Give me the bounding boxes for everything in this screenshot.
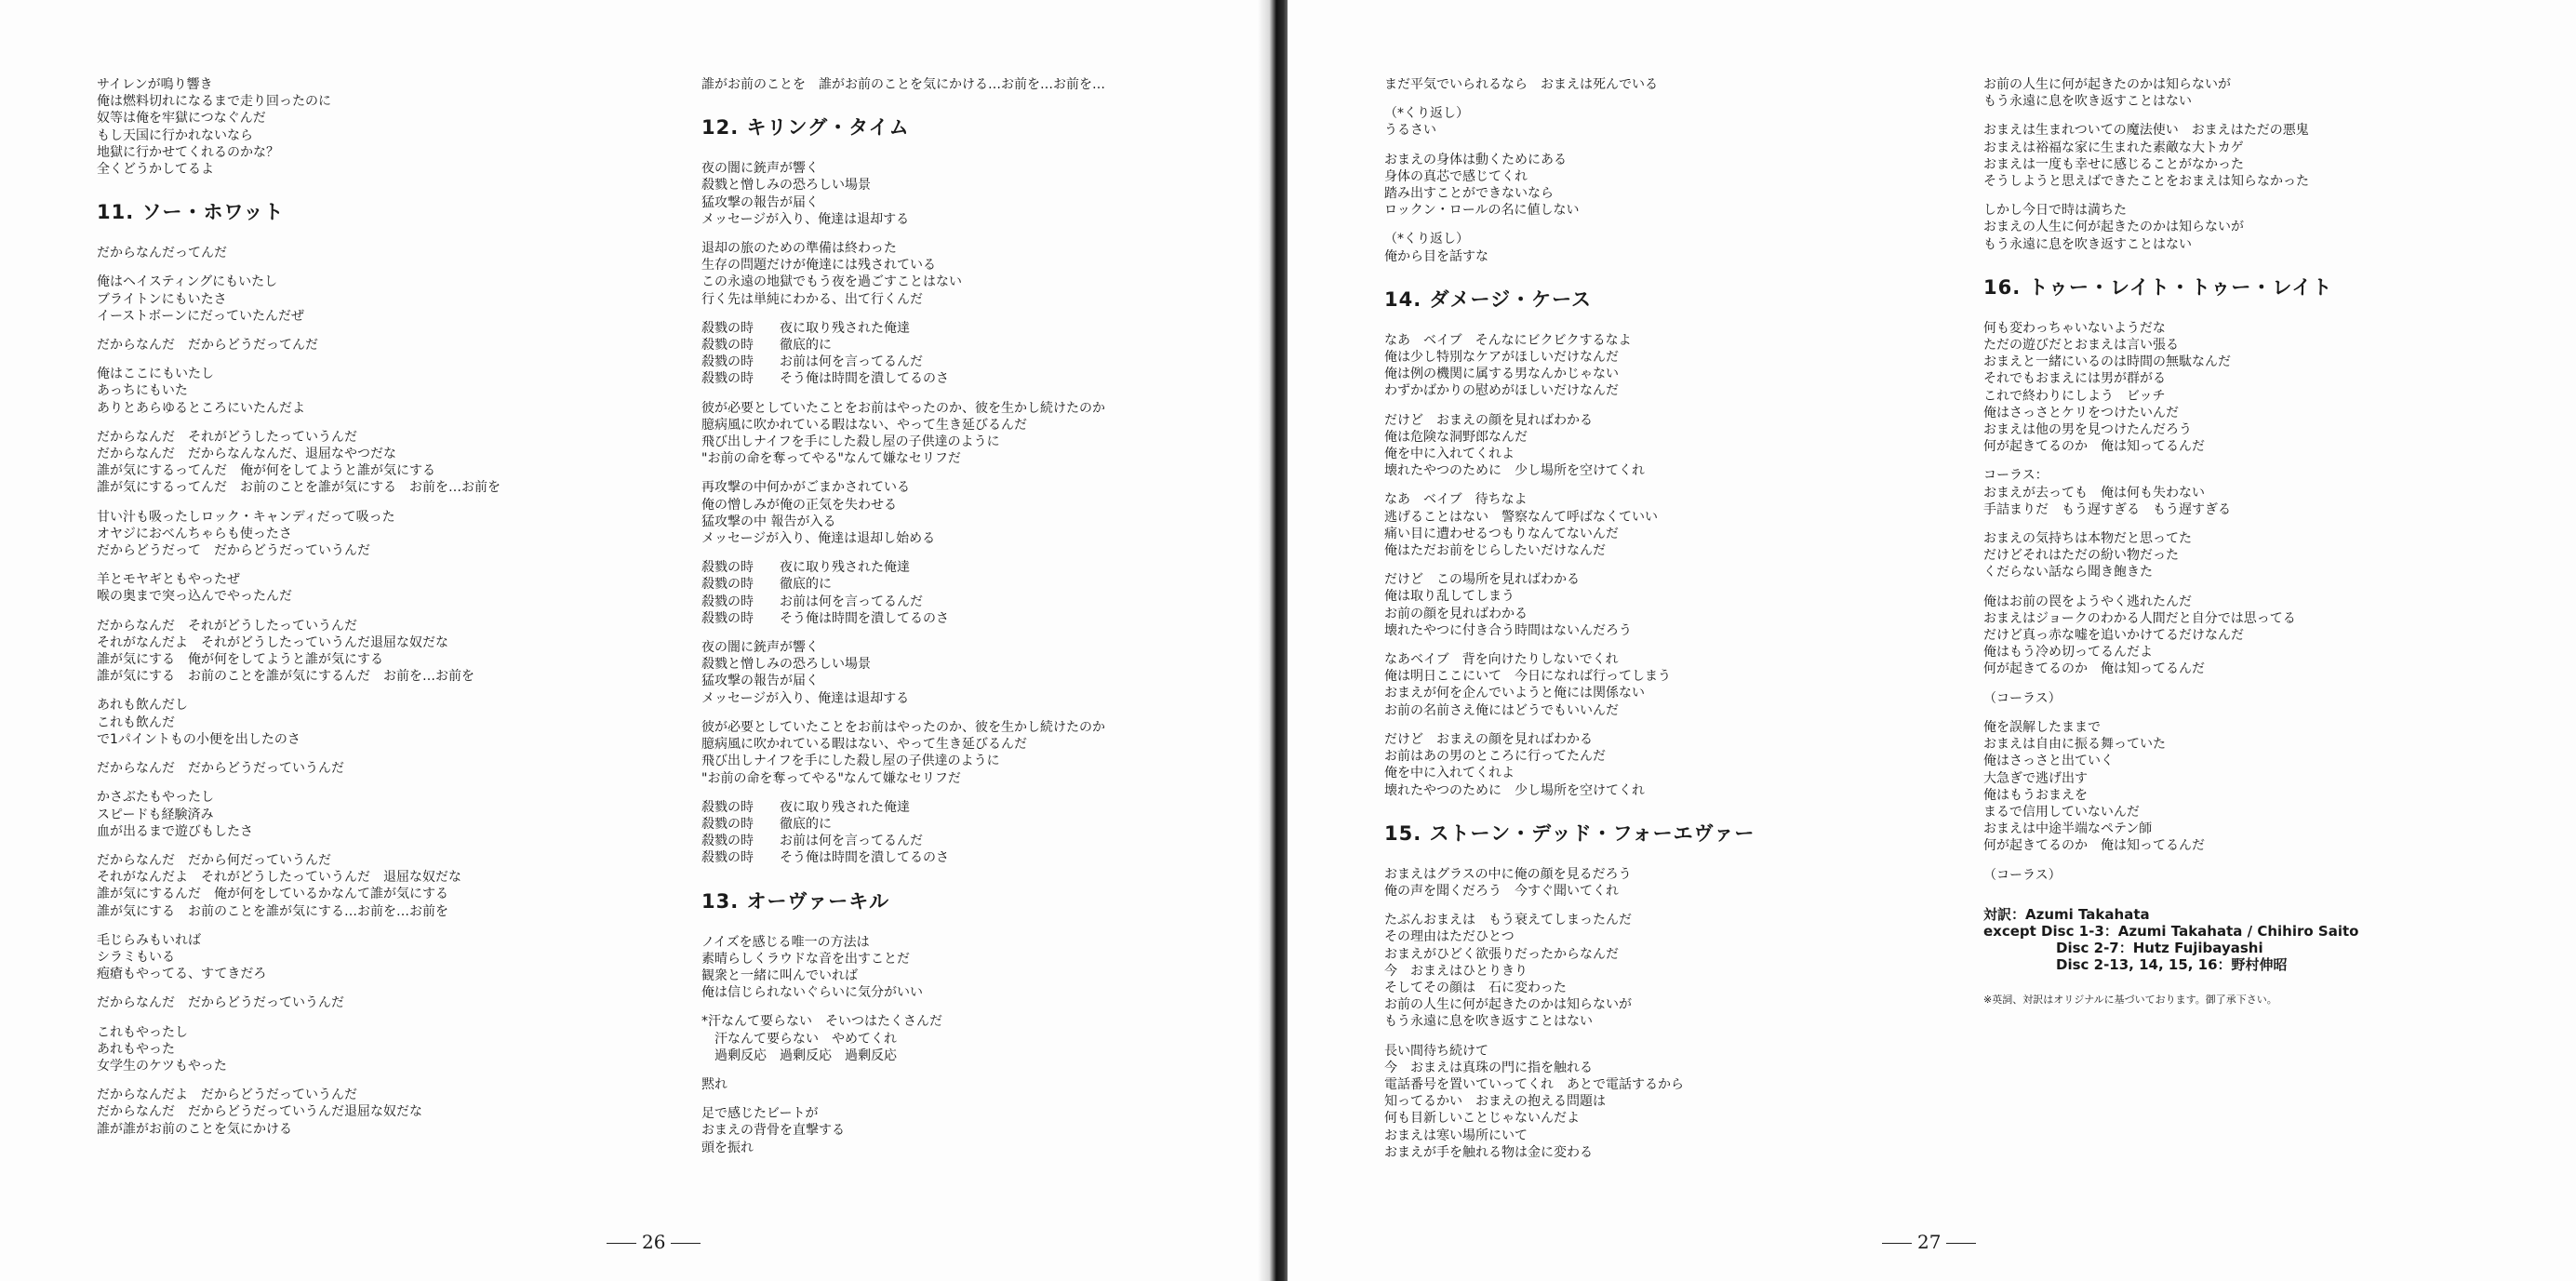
translation-note: ※英詞、対訳はオリジナルに基づいております。御了承下さい。 [1983, 994, 2277, 1007]
lyric-line: 殺戮の時 そう俺は時間を潰してるのさ [701, 371, 949, 387]
lyric-line: おまえと一緒にいるのは時間の無駄なんだ [1983, 354, 2231, 370]
lyric-line: 彼が必要としていたことをお前はやったのか、彼を生かし続けたのか [701, 400, 1105, 416]
lyric-line: おまえは中途半端なペテン師 [1983, 821, 2153, 837]
lyric-line: 過剰反応 過剰反応 過剰反応 [701, 1047, 897, 1063]
lyric-line: そうしようと思えばできたことをおまえは知らなかった [1983, 174, 2309, 190]
lyric-line: オヤジにおべんちゃらも使ったさ [97, 526, 292, 541]
lyric-line: 誰がお前のことを 誰がお前のことを気にかける…お前を…お前を… [701, 77, 1105, 92]
lyric-line: だけど真っ赤な嘘を追いかけてるだけなんだ [1983, 628, 2244, 644]
lyric-line: "お前の命を奪ってやる"なんて嫌なセリフだ [701, 451, 961, 467]
lyric-line: 殺戮の時 お前は何を言ってるんだ [701, 834, 923, 849]
lyric-line: だからなんだ だからどうだっていうんだ退屈な奴だな [97, 1104, 422, 1120]
lyric-line: 手詰まりだ もう遅すぎる もう遅すぎる [1983, 501, 2231, 517]
lyric-line: 毛じらみもいれば [97, 932, 201, 948]
lyric-stanza [97, 366, 655, 417]
lyric-line: 俺はさっさとケリをつけたいんだ [1983, 405, 2179, 420]
lyric-stanza [1384, 866, 1970, 900]
lyric-stanza [97, 337, 655, 354]
lyric-line: まだ平気でいられるなら おまえは死んでいる [1384, 77, 1658, 92]
credit-line: 対訳：Azumi Takahata [1983, 905, 2150, 923]
lyric-line: そしてその顔は 石に変わった [1384, 980, 1567, 995]
song-title: 12. キリング・タイム [701, 116, 910, 140]
lyric-line: おまえはグラスの中に俺の顔を見るだろう [1384, 866, 1632, 882]
lyric-line: スピードも経験済み [97, 807, 214, 822]
lyric-line: おまえが手を触れる物は金に変わる [1384, 1144, 1593, 1160]
lyric-stanza [1983, 122, 2569, 190]
lyric-stanza [97, 274, 655, 325]
lyric-line: だからなんだ だからどうだっていうんだ [97, 995, 344, 1011]
lyric-line: 地獄に行かせてくれるのかな？ [97, 144, 279, 160]
lyric-line: だからなんだ だからなんなんだ、退屈なやつだな [97, 447, 396, 462]
lyric-line: お前の人生に何が起きたのかは知らないが [1384, 997, 1632, 1013]
lyric-line: あれもやった [97, 1041, 175, 1057]
lyric-stanza [1983, 467, 2569, 518]
lyric-line: メッセージが入り、俺達は退却し始める [701, 531, 936, 547]
lyric-line: おまえは自由に振る舞っていた [1983, 737, 2166, 753]
right-page [1288, 0, 2576, 1281]
lyric-line: だからなんだ それがどうしたっていうんだ [97, 618, 357, 634]
lyric-line: 俺の憎しみが俺の正気を失わせる [701, 497, 897, 513]
lyric-line: 退却の旅のための準備は終わった [701, 241, 897, 257]
lyric-stanza [1983, 76, 2569, 110]
lyric-line: 知ってるかい おまえの抱える問題は [1384, 1094, 1606, 1110]
left-page-column-1 [97, 76, 655, 1150]
lyric-stanza [701, 1076, 1260, 1093]
lyric-line: 今 おまえはひとりきり [1384, 963, 1528, 979]
lyric-line: もう永遠に息を吹き返すことはない [1983, 94, 2192, 110]
lyric-line: 殺戮と憎しみの恐ろしい場景 [701, 657, 871, 673]
lyric-line: だからどうだって だからどうだっていうんだ [97, 543, 370, 559]
lyric-line: もう永遠に息を吹き返すことはない [1384, 1014, 1593, 1030]
lyric-line: おまえは生まれついての魔法使い おまえはただの悪鬼 [1983, 123, 2309, 139]
lyric-line: 素晴らしくラウドな音を出すことだ [701, 951, 910, 967]
lyric-stanza [97, 618, 655, 686]
lyric-line: かさぶたもやったし [97, 790, 214, 806]
lyric-line: なあベイブ 背を向けたりしないでくれ [1384, 652, 1619, 668]
lyric-line: おまえの人生に何が起きたのかは知らないが [1983, 220, 2244, 235]
credit-line: Disc 2-13, 14, 15, 16：野村伸昭 [2056, 956, 2288, 974]
lyric-line: だけど おまえの顔を見ればわかる [1384, 412, 1593, 428]
lyric-line: 誰が気にする 俺が何をしてようと誰が気にする [97, 652, 383, 668]
page-number-right: 27 [1876, 1231, 1982, 1253]
lyric-line: 俺は例の機関に属する男なんかじゃない [1384, 367, 1619, 382]
song-title: 11. ソー・ホワット [97, 201, 285, 224]
lyric-stanza [1983, 690, 2569, 707]
lyric-line: おまえがひどく欲張りだったからなんだ [1384, 946, 1619, 962]
lyric-line: おまえは寒い場所にいて [1384, 1128, 1528, 1143]
lyric-line: 飛び出しナイフを手にした殺し屋の子供達のように [701, 754, 1000, 769]
lyric-stanza [97, 76, 655, 178]
lyric-stanza [1384, 412, 1970, 480]
lyric-line: シラミもいる [97, 949, 175, 965]
lyric-line: 俺はもう冷め切ってるんだよ [1983, 645, 2153, 661]
credit-line: Disc 2-7：Hutz Fujibayashi [2056, 940, 2263, 957]
lyric-line: 俺を誤解したままで [1983, 719, 2101, 735]
lyric-line: おまえは他の男を見つけたんだろう [1983, 422, 2192, 438]
lyric-line: 臆病風に吹かれている暇はない、やって生き延びるんだ [701, 737, 1027, 753]
lyric-stanza [1384, 731, 1970, 799]
lyric-line: もし天国に行かれないなら [97, 127, 253, 143]
lyric-line: 殺戮の時 お前は何を言ってるんだ [701, 594, 923, 609]
lyric-line: その理由はただひとつ [1384, 929, 1515, 945]
lyric-stanza [97, 994, 655, 1011]
lyric-stanza [701, 320, 1260, 388]
lyric-line: 猛攻撃の報告が届く [701, 674, 819, 689]
lyric-line: それがなんだよ それがどうしたっていうんだ退屈な奴だな [97, 634, 448, 650]
lyric-line: 俺は燃料切れになるまで走り回ったのに [97, 94, 331, 110]
lyric-line: 殺戮の時 夜に取り残された俺達 [701, 320, 910, 336]
lyric-stanza [1983, 530, 2569, 581]
lyric-line: ブライトンにもいたさ [97, 291, 227, 307]
lyric-line: 俺は明日ここにいて 今日になれば行ってしまう [1384, 669, 1671, 685]
lyric-line: ノイズを感じる唯一の方法は [701, 934, 870, 950]
lyric-stanza [1384, 231, 1970, 264]
lyric-line: 誰が気にするんだ 俺が何をしているかなんて誰が気にする [97, 887, 448, 902]
lyric-line: くだらない話なら聞き飽きた [1983, 565, 2153, 580]
lyric-stanza [97, 760, 655, 777]
lyric-line: だけど おまえの顔を見ればわかる [1384, 731, 1593, 747]
lyric-line: （*くり返し） [1384, 106, 1469, 122]
lyric-stanza [1384, 491, 1970, 559]
lyric-line: だからなんだよ だからどうだっていうんだ [97, 1088, 357, 1103]
lyric-line: 殺戮の時 そう俺は時間を潰してるのさ [701, 610, 949, 626]
lyric-line: 殺戮の時 そう俺は時間を潰してるのさ [701, 850, 949, 866]
lyric-line: "お前の命を奪ってやる"なんて嫌なセリフだ [701, 770, 961, 786]
lyric-line: しかし今日で時は満ちた [1983, 203, 2127, 219]
left-page [0, 0, 1276, 1281]
lyric-stanza [1384, 152, 1970, 220]
lyric-stanza [1384, 651, 1970, 719]
lyric-line: うるさい [1384, 123, 1436, 139]
lyric-line: 夜の闇に銃声が響く [701, 640, 819, 656]
lyric-stanza [1384, 76, 1970, 93]
lyric-line: 彼が必要としていたことをお前はやったのか、彼を生かし続けたのか [701, 719, 1105, 735]
lyric-line: だからなんだ だから何だっていうんだ [97, 852, 331, 868]
lyric-line: 殺戮の時 お前は何を言ってるんだ [701, 354, 923, 370]
lyric-line: コーラス： [1983, 468, 2049, 484]
lyric-line: 猛攻撃の中 報告が入る [701, 514, 836, 529]
lyric-line: メッセージが入り、俺達は退却する [701, 211, 910, 227]
lyric-stanza [701, 160, 1260, 228]
lyric-line: ありとあらゆるところにいたんだよ [97, 400, 305, 416]
lyric-line: 羊とモヤギともやったぜ [97, 572, 240, 588]
lyric-line: 壊れたやつに付き合う時間はないんだろう [1384, 622, 1632, 638]
song-title: 16. トゥー・レイト・トゥー・レイト [1983, 275, 2333, 299]
lyric-stanza [701, 479, 1260, 547]
lyric-line: 俺はここにもいたし [97, 367, 214, 382]
lyric-stanza [97, 429, 655, 497]
lyric-line: 身体の真芯で感じてくれ [1384, 168, 1528, 184]
lyric-line: わずかばかりの慰めがほしいだけなんだ [1384, 383, 1619, 399]
lyric-stanza [701, 1105, 1260, 1156]
lyric-stanza [701, 76, 1260, 93]
lyric-stanza [701, 799, 1260, 867]
lyric-line: たぶんおまえは もう衰えてしまったんだ [1384, 913, 1632, 928]
lyric-line: 何が起きてるのか 俺は知ってるんだ [1983, 838, 2205, 854]
lyric-line: おまえの背骨を直撃する [701, 1123, 845, 1139]
lyric-line: 俺の声を聞くだろう 今すぐ聞いてくれ [1384, 883, 1619, 899]
lyric-line: 何も目新しいことじゃないんだよ [1384, 1111, 1580, 1127]
lyric-stanza [97, 852, 655, 920]
lyric-line: 俺はもうおまえを [1983, 787, 2088, 803]
lyric-stanza [701, 934, 1260, 1002]
lyric-line: 誰が気にする お前のことを誰が気にする…お前を…お前を [97, 903, 448, 919]
lyric-line: 再攻撃の中何かがごまかされている [701, 480, 910, 496]
lyric-line: 足で感じたビートが [701, 1106, 819, 1122]
lyric-stanza [97, 789, 655, 840]
lyric-line: 踏み出すことができないなら [1384, 186, 1554, 202]
lyric-line: 喉の奥まで突っ込んでやったんだ [97, 589, 292, 605]
lyric-line: メッセージが入り、俺達は退却する [701, 690, 910, 706]
lyric-line: ロックン・ロールの名に値しない [1384, 203, 1580, 219]
lyric-line: 誰が気にするってんだ お前のことを誰が気にする お前を…お前を [97, 480, 501, 496]
lyric-line: *汗なんて要らない そいつはたくさんだ [701, 1014, 942, 1030]
lyric-line: 痛い目に遭わせるつもりなんてないんだ [1384, 526, 1619, 541]
lyric-stanza [1983, 867, 2569, 884]
lyric-line: 殺戮の時 夜に取り残された俺達 [701, 799, 910, 815]
lyric-line: 疱瘡もやってる、すてきだろ [97, 967, 267, 982]
lyric-line: 飛び出しナイフを手にした殺し屋の子供達のように [701, 434, 1000, 450]
lyric-line: 俺から目を話すな [1384, 248, 1488, 264]
lyric-line: お前の顔を見ればわかる [1384, 606, 1528, 621]
lyric-line: おまえが何を企んでいようと俺には関係ない [1384, 686, 1645, 701]
lyric-line: 俺を中に入れてくれよ [1384, 766, 1515, 781]
lyric-line: あっちにもいた [97, 383, 188, 399]
lyric-line: 俺は危険な洞野郎なんだ [1384, 429, 1528, 445]
lyric-line: お前はあの男のところに行ってたんだ [1384, 749, 1606, 765]
lyric-line: それでもおまえには男が群がる [1983, 371, 2166, 387]
lyric-line: だからなんだ だからどうだってんだ [97, 338, 318, 354]
lyric-line: 電話番号を置いていってくれ あとで電話するから [1384, 1076, 1684, 1092]
lyric-line: だからなんだってんだ [97, 246, 227, 261]
lyric-line: 血が出るまで遊びもしたさ [97, 823, 253, 839]
lyric-line: おまえは裕福な家に生まれた素敵な大トカゲ [1983, 140, 2244, 155]
lyric-line: （コーラス） [1983, 867, 2062, 883]
lyric-stanza [97, 1024, 655, 1075]
lyric-line: おまえは一度も幸せに感じることがなかった [1983, 156, 2244, 172]
lyric-line: 臆病風に吹かれている暇はない、やって生き延びるんだ [701, 417, 1027, 433]
lyric-line: なあ ベイブ 待ちなよ [1384, 492, 1528, 508]
lyric-line: 俺はお前の罠をようやく逃れたんだ [1983, 594, 2192, 609]
lyric-line: だけど この場所を見ればわかる [1384, 572, 1580, 588]
lyric-line: 観衆と一緒に叫んでいれば [701, 967, 858, 983]
lyric-line: お前の人生に何が起きたのかは知らないが [1983, 77, 2231, 92]
lyric-line: 殺戮と憎しみの恐ろしい場景 [701, 178, 871, 193]
lyric-line: 行く先は単純にわかる、出て行くんだ [701, 291, 923, 307]
lyric-line: お前の名前さえ俺にはどうでもいいんだ [1384, 702, 1619, 718]
lyric-stanza [1983, 594, 2569, 678]
lyric-line: 長い間待ち続けて [1384, 1043, 1488, 1059]
lyric-line: 殺戮の時 徹底的に [701, 577, 832, 593]
song-title: 13. オーヴァーキル [701, 889, 890, 913]
lyric-line: あれも飲んだし [97, 698, 188, 714]
lyric-line: これで終わりにしよう ビッチ [1983, 388, 2166, 404]
lyric-line: ただの遊びだとおまえは言い張る [1983, 338, 2179, 354]
lyric-stanza [701, 1013, 1260, 1064]
right-page-column-1 [1384, 76, 1970, 1173]
lyric-line: 何が起きてるのか 俺は知ってるんだ [1983, 439, 2205, 455]
lyric-stanza [1384, 1043, 1970, 1161]
lyric-line: 俺を中に入れてくれよ [1384, 447, 1515, 462]
lyric-stanza [701, 719, 1260, 787]
lyric-line: おまえの身体は動くためにある [1384, 152, 1567, 167]
lyric-line: これも飲んだ [97, 714, 175, 730]
lyric-line: 奴等は俺を牢獄につなぐんだ [97, 111, 266, 127]
lyric-line: 俺は信じられないぐらいに気分がいい [701, 985, 923, 1001]
lyric-stanza [1384, 571, 1970, 639]
lyric-line: 全くどうかしてるよ [97, 162, 214, 178]
lyric-line: 女学生のケツもやった [97, 1058, 227, 1074]
right-page-column-2 [1983, 76, 2569, 1009]
lyric-line: だからなんだ それがどうしたっていうんだ [97, 429, 357, 445]
lyric-line: （コーラス） [1983, 690, 2062, 706]
lyric-stanza [1384, 912, 1970, 1030]
lyric-line: それがなんだよ それがどうしたっていうんだ 退屈な奴だな [97, 870, 461, 886]
lyric-line: 黙れ [701, 1076, 727, 1092]
lyric-stanza [97, 932, 655, 983]
page-number-left: 26 [601, 1231, 706, 1253]
lyric-line: イーストボーンにだっていたんだぜ [97, 308, 305, 324]
lyric-line: 殺戮の時 徹底的に [701, 816, 832, 832]
lyric-stanza [97, 245, 655, 261]
lyric-line: で1パイントもの小便を出したのさ [97, 731, 300, 747]
lyric-line: 汗なんて要らない やめてくれ [701, 1031, 897, 1047]
lyric-line: 俺は取り乱してしまう [1384, 589, 1515, 605]
lyric-line: （*くり返し） [1384, 232, 1469, 247]
lyric-stanza [701, 400, 1260, 468]
lyric-stanza [1384, 105, 1970, 139]
credit-line: except Disc 1-3：Azumi Takahata / Chihiro Saito [1983, 922, 2359, 940]
lyric-line: 誰が気にする お前のことを誰が気にするんだ お前を…お前を [97, 669, 474, 685]
lyric-line: もう永遠に息を吹き返すことはない [1983, 236, 2192, 252]
lyric-stanza [701, 559, 1260, 627]
lyric-line: 誰が誰がお前のことを気にかける [97, 1121, 292, 1137]
lyric-line: 大急ぎで逃げ出す [1983, 770, 2088, 786]
translation-credits [1983, 906, 2569, 974]
lyric-line: 誰が気にするってんだ 俺が何をしてようと誰が気にする [97, 463, 435, 479]
lyric-stanza [97, 1087, 655, 1138]
lyric-line: まるで信用していないんだ [1983, 804, 2140, 820]
lyric-line: 生存の問題だけが俺達には残されている [701, 258, 936, 274]
lyric-line: 殺戮の時 徹底的に [701, 338, 832, 354]
lyric-line: 頭を振れ [701, 1140, 754, 1155]
lyric-stanza [701, 639, 1260, 707]
lyric-stanza [97, 571, 655, 605]
lyric-line: 俺はヘイスティングにもいたし [97, 274, 278, 290]
lyric-line: 俺は少し特別なケアがほしいだけなんだ [1384, 350, 1619, 366]
left-page-column-2 [701, 76, 1260, 1168]
lyric-line: 逃げることはない 警察なんて呼ばなくていい [1384, 509, 1658, 525]
lyric-line: 甘い汁も吸ったしロック・キャンディだって吸った [97, 509, 395, 525]
lyric-stanza [1384, 332, 1970, 400]
lyric-line: おまえはジョークのわかる人間だと自分では思ってる [1983, 610, 2296, 626]
lyric-line: 壊れたやつのために 少し場所を空けてくれ [1384, 782, 1645, 798]
lyric-stanza [97, 697, 655, 748]
lyric-stanza [1983, 202, 2569, 253]
lyric-line: 夜の闇に銃声が響く [701, 161, 819, 177]
lyric-stanza [97, 509, 655, 560]
lyric-line: 猛攻撃の報告が届く [701, 194, 819, 210]
lyric-line: なあ ベイブ そんなにビクビクするなよ [1384, 332, 1632, 348]
lyric-line: この永遠の地獄でもう夜を過ごすことはない [701, 274, 962, 290]
song-title: 15. ストーン・デッド・フォーエヴァー [1384, 821, 1755, 845]
lyric-line: 何が起きてるのか 俺は知ってるんだ [1983, 661, 2205, 677]
lyric-line: おまえが去っても 俺は何も失わない [1983, 485, 2205, 500]
lyric-line: だけどそれはただの紛い物だった [1983, 548, 2179, 564]
lyric-line: 殺戮の時 夜に取り残された俺達 [701, 560, 910, 576]
song-title: 14. ダメージ・ケース [1384, 287, 1593, 311]
lyric-line: 今 おまえは真珠の門に指を触れる [1384, 1060, 1593, 1075]
lyric-line: 俺はさっさと出ていく [1983, 754, 2114, 769]
lyric-line: 俺はただお前をじらしたいだけなんだ [1384, 543, 1606, 559]
lyric-line: おまえの気持ちは本物だと思ってた [1983, 531, 2192, 547]
lyric-line: これもやったし [97, 1024, 188, 1040]
lyric-line: サイレンが鳴り響き [97, 77, 213, 92]
lyric-line: だからなんだ だからどうだっていうんだ [97, 761, 344, 777]
lyric-stanza [701, 240, 1260, 308]
lyric-line: 何も変わっちゃいないようだな [1983, 320, 2166, 336]
lyric-stanza [1983, 719, 2569, 855]
lyric-stanza [1983, 320, 2569, 456]
lyric-line: 壊れたやつのために 少し場所を空けてくれ [1384, 463, 1645, 479]
